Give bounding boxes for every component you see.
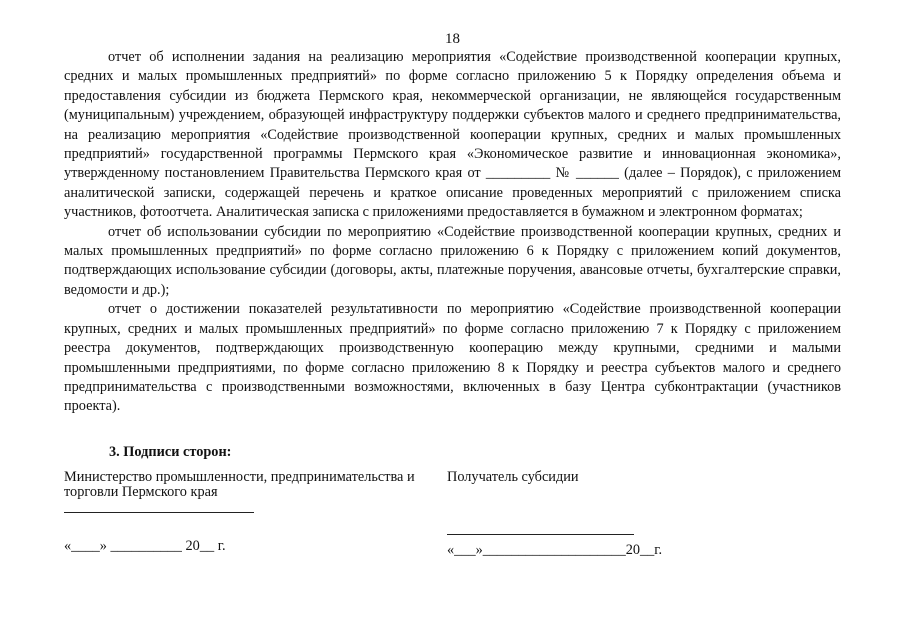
paragraph-performance-report: отчет о достижении показателей результативности по мероприятию «Содействие производственной кооперации крупных, средних и малых промышленных предприятий» по форме согласно приложению 7 к Порядку с приложением реестра документов, подтверждающих производственную кооперацию между крупными, средними и малыми промышленными предприятиями, по форме согласно приложению 8 к Порядку и реестра субъектов малого и среднего предпринимательства с производственными возможностями, включенных в базу Центра субконтрактации (участников проекта). [64,301,841,415]
signature-line-ministry [64,512,254,513]
page-number: 18 [445,31,460,47]
signature-line-recipient [447,534,634,535]
document-body [64,48,841,417]
signature-date-ministry: «____» __________ 20__ г. [64,538,226,554]
paragraph-execution-report: отчет об исполнении задания на реализацию мероприятия «Содействие производственной кооперации крупных, средних и малых промышленных предприятий» по форме согласно приложению 5 к Порядку определения объема и предоставления субсидии из бюджета Пермского края, некоммерческой организации, не являющейся государственным (муниципальным) учреждением, образующей инфраструктуру поддержки субъектов малого и среднего предпринимательства, на реализацию мероприятия «Содействие производственной кооперации крупных, средних и малых промышленных предприятий» государственной программы Пермского края «Экономическое развитие и инновационная экономика», утвержденному постановлением Правительства Пермского края от _________ № ______ (далее – Порядок), с приложением аналитической записки, содержащей перечень и краткое описание проведенных мероприятий с приложением списка участников, фотоотчета. Аналитическая записка с приложениями предоставляется в бумажном и электронном форматах; [64,49,841,221]
signatory-ministry: Министерство промышленности, предпринимательства и торговли Пермского края [64,469,415,500]
paragraph-subsidy-usage-report: отчет об использовании субсидии по мероприятию «Содействие производственной кооперации крупных, средних и малых промышленных предприятий» по форме согласно приложению 6 к Порядку с приложением копий документов, подтверждающих использование субсидии (договоры, акты, платежные поручения, авансовые отчеты, бухгалтерские справки, ведомости и др.); [64,223,841,298]
section-heading-signatures: 3. Подписи сторон: [109,444,232,460]
signature-date-recipient: «___»____________________20__г. [447,542,663,558]
signatory-recipient: Получатель субсидии [447,469,579,485]
